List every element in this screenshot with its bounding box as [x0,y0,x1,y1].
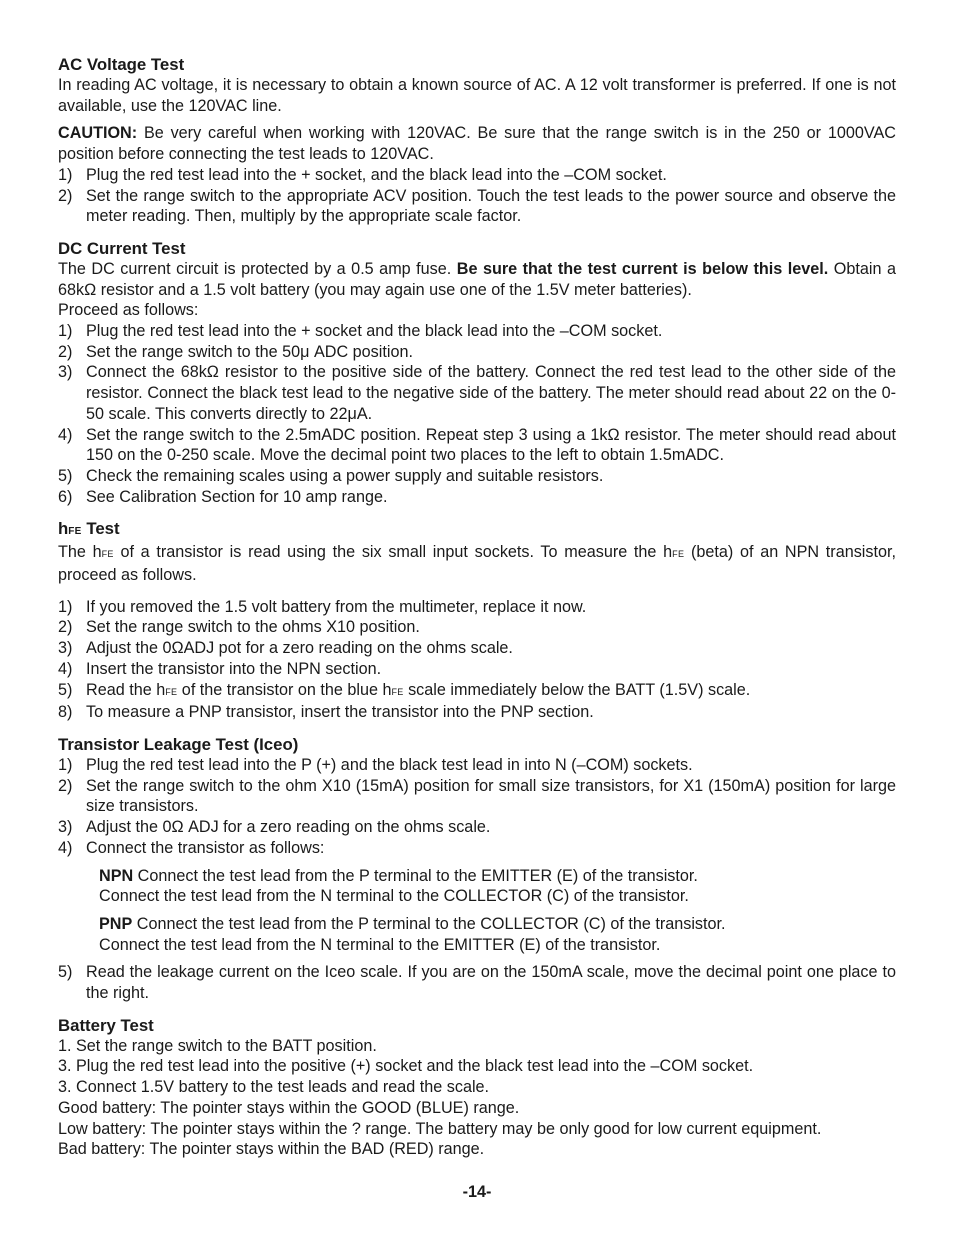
heading-rest: Test [81,519,120,539]
dc-current-section [58,238,896,507]
hfe-subscript: FE [165,686,178,697]
intro-warning: Be sure that the test current is below this level. [456,259,829,278]
list-item [58,425,896,466]
hfe-subscript: FE [391,686,404,697]
ac-voltage-intro: In reading AC voltage, it is necessary to obtain a known source of AC. A 12 volt transformer is preferred. If one is not available, use the 120VAC line. [58,76,896,115]
page-number: -14- [462,1183,492,1201]
npn-line-2: Connect the test lead from the N terminal to the COLLECTOR (C) of the transistor. [99,887,689,906]
battery-line: 1. Set the range switch to the BATT position. [58,1036,377,1055]
list-text: Insert the transistor into the NPN section. [86,659,382,678]
list-item [58,680,896,703]
pnp-label: PNP [99,914,133,933]
intro-text: Obtain a 68kΩ resistor and a 1.5 volt battery (you may again use one of the 1.5V meter batteries). [58,259,896,299]
list-text: Set the range switch to the ohms X10 position. [86,618,420,637]
list-text: Connect the 68kΩ resistor to the positive side of the battery. Connect the red test lead to the other side of the resistor. Connect the black test lead to the negative side of the battery. The meter should read about 22 on the 0-50 scale. This converts directly to 22μA. [86,363,896,423]
list-number: 1) [58,165,73,184]
list-number: 2) [58,776,73,795]
list-text: Set the range switch to the ohm X10 (15mA) position for small size transistors, for X1 (150mA) position for large size transistors. [86,776,896,816]
list-number: 4) [58,659,73,678]
hfe-section [58,518,896,723]
list-text: To measure a PNP transistor, insert the transistor into the PNP section. [86,703,594,722]
dc-current-intro [58,259,896,300]
list-item [58,597,896,618]
list-text: If you removed the 1.5 volt battery from the multimeter, replace it now. [86,597,587,616]
intro-text: of a transistor is read using the six small input sockets. To measure the h [113,543,673,562]
list-number: 4) [58,838,73,857]
intro-text: The DC current circuit is protected by a 0.5 amp fuse. [58,259,457,278]
list-number: 8) [58,703,73,722]
list-text: Read the leakage current on the Iceo scale. If you are on the 150mA scale, move the decimal point one place to the right. [86,963,896,1003]
list-number: 4) [58,425,73,444]
heading-subscript: FE [68,526,82,538]
list-text: Plug the red test lead into the + socket, and the black lead into the –COM socket. [86,165,667,184]
caution-label: CAUTION: [58,124,138,143]
list-item [58,962,896,1003]
list-item [58,638,896,659]
list-item [58,362,896,424]
hfe-heading [58,518,896,542]
pnp-connection-block [58,914,896,955]
battery-line: Bad battery: The pointer stays within the BAD (RED) range. [58,1140,485,1159]
list-number: 1) [58,322,73,341]
list-text: Set the range switch to the appropriate ACV position. Touch the test leads to the power source and observe the meter reading. Then, multiply by the appropriate scale factor. [86,186,896,226]
list-text: Check the remaining scales using a power supply and suitable resistors. [86,466,604,485]
npn-text: Connect the test lead from the P terminal to the EMITTER (E) of the transistor. [133,866,698,885]
list-text: Plug the red test lead into the P (+) and the black test lead in into N (–COM) sockets. [86,755,693,774]
battery-line: 3. Connect 1.5V battery to the test leads and read the scale. [58,1078,490,1097]
heading-h: h [58,519,69,539]
list-item [58,817,896,838]
list-text: Connect the transistor as follows: [86,838,325,857]
list-item [58,186,896,227]
leakage-section [58,734,896,1004]
hfe-subscript: FE [101,549,114,560]
list-number: 2) [58,186,73,205]
list-number: 5) [58,680,73,699]
leakage-heading: Transistor Leakage Test (Iceo) [58,734,299,754]
list-number: 3) [58,639,73,658]
list-item [58,617,896,638]
battery-line: Low battery: The pointer stays within the ? range. The battery may be only good for low current equipment. [58,1119,822,1138]
list-item [58,487,896,508]
list-item [58,165,896,186]
list-item [58,466,896,487]
list-text: of the transistor on the blue h [177,680,392,699]
list-text: Adjust the 0ΩADJ pot for a zero reading on the ohms scale. [86,639,513,658]
intro-text: (beta) of an NPN transistor, proceed as follows. [58,543,896,585]
proceed-text: Proceed as follows: [58,301,199,320]
list-item [58,659,896,680]
list-text: Set the range switch to the 50μ ADC position. [86,342,413,361]
list-item [58,755,896,776]
battery-heading: Battery Test [58,1015,154,1035]
caution-paragraph [58,123,896,164]
battery-line: 3. Plug the red test lead into the positive (+) socket and the black test lead into the –COM socket. [58,1057,754,1076]
list-item [58,838,896,859]
list-number: 6) [58,487,73,506]
list-text: See Calibration Section for 10 amp range. [86,487,388,506]
npn-label: NPN [99,866,134,885]
list-text: Plug the red test lead into the + socket and the black lead into the –COM socket. [86,322,663,341]
list-number: 5) [58,466,73,485]
list-text: Set the range switch to the 2.5mADC position. Repeat step 3 using a 1kΩ resistor. The meter should read about 150 on the 0-250 scale. Move the decimal point two places to the left to obtain 1.5mADC. [86,425,896,465]
hfe-intro [58,542,896,585]
list-number: 1) [58,755,73,774]
list-item [58,321,896,342]
list-number: 3) [58,818,73,837]
pnp-line-1 [99,914,896,935]
list-item [58,776,896,817]
list-number: 2) [58,342,73,361]
pnp-text: Connect the test lead from the P terminal to the COLLECTOR (C) of the transistor. [132,914,726,933]
list-text: scale immediately below the BATT (1.5V) scale. [403,680,751,699]
battery-line: Good battery: The pointer stays within the GOOD (BLUE) range. [58,1098,520,1117]
list-number: 1) [58,597,73,616]
list-number: 2) [58,618,73,637]
list-number: 5) [58,963,73,982]
list-text: Adjust the 0Ω ADJ for a zero reading on the ohms scale. [86,818,491,837]
ac-voltage-section [58,54,896,227]
caution-text: Be very careful when working with 120VAC. Be sure that the range switch is in the 250 or 1000VAC position before connecting the test leads to 120VAC. [58,124,896,164]
list-text: Read the h [86,680,166,699]
battery-section [58,1015,896,1160]
list-number: 3) [58,363,73,382]
ac-voltage-heading: AC Voltage Test [58,55,185,74]
intro-text: The h [58,543,102,562]
pnp-line-2: Connect the test lead from the N terminal to the EMITTER (E) of the transistor. [99,935,661,954]
npn-connection-block [58,866,896,907]
npn-line-1 [99,866,896,887]
list-item [58,702,896,723]
hfe-subscript: FE [672,549,685,560]
list-item [58,342,896,363]
dc-current-heading: DC Current Test [58,238,186,258]
